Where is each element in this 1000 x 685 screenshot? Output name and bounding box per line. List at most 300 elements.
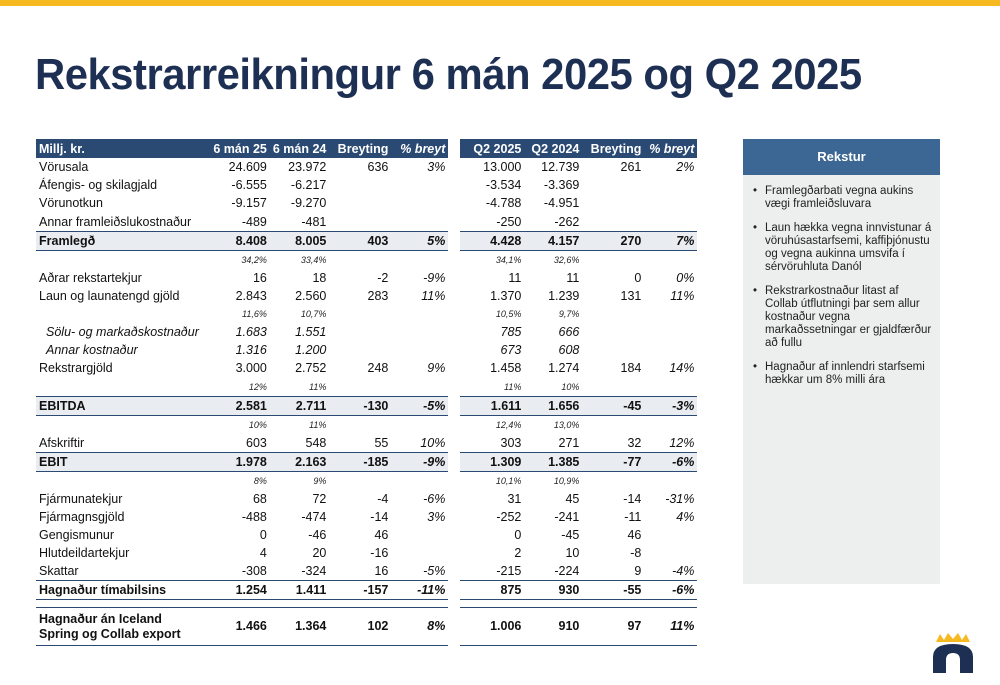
table-row-ebitda: [36, 396, 697, 415]
spacer-row: [36, 600, 697, 608]
cell-value: Breyting: [329, 139, 391, 158]
cell-value: [391, 341, 448, 359]
cell-value: -6.217: [290, 178, 327, 193]
cell-value: 16: [252, 270, 267, 285]
cell-value: -45: [561, 527, 580, 542]
side-panel: [743, 139, 940, 584]
cell-value: 23.972: [288, 160, 327, 175]
cell-value: -31%: [665, 491, 695, 506]
row-label: Hlutdeildartekjur: [39, 546, 130, 561]
cell-value: -14: [370, 509, 389, 524]
cell-value: 2: [514, 546, 522, 561]
cell-value: 1.239: [548, 288, 580, 303]
cell-value: -250: [496, 214, 522, 229]
table-row-skattar: [36, 562, 697, 581]
cell-value: 548: [305, 435, 327, 450]
table-row-gengismunur: [36, 526, 697, 544]
cell-value: 1.309: [460, 452, 524, 471]
cell-value: 1.978: [202, 452, 270, 471]
cell-value: [644, 471, 697, 490]
cell-value: 34,2%: [241, 254, 267, 265]
column-gap: [448, 581, 460, 600]
cell-value: -3.369: [543, 178, 580, 193]
cell-value: 875: [460, 581, 524, 600]
row-label: Fjármunatekjur: [39, 491, 123, 506]
cell-value: 11: [566, 270, 580, 285]
bullet-icon: •: [753, 222, 758, 234]
column-gap: [448, 176, 460, 194]
cell-value: 303: [500, 435, 522, 450]
row-label: Laun og launatengd gjöld: [39, 288, 180, 303]
cell-value: 248: [367, 361, 389, 376]
accent-top-bar: [0, 0, 1000, 6]
cell-value: [644, 194, 697, 212]
column-gap: [448, 213, 460, 232]
column-gap: [448, 526, 460, 544]
row-label: Hagnaður tímabilsins: [36, 581, 202, 600]
cell-value: [582, 250, 644, 269]
cell-value: 785: [500, 325, 522, 340]
table-row-framlegd_ratio: [36, 250, 697, 269]
cell-value: 1.551: [295, 325, 327, 340]
cell-value: 910: [524, 608, 582, 646]
cell-value: -157: [329, 581, 391, 600]
row-label: [36, 250, 202, 269]
cell-value: 8.408: [202, 231, 270, 250]
side-panel-title: Rekstur: [743, 139, 940, 175]
cell-value: -252: [496, 509, 522, 524]
cell-value: [644, 213, 697, 232]
cell-value: -488: [241, 509, 267, 524]
cell-value: -185: [329, 452, 391, 471]
table-row-laun_ratio: [36, 305, 697, 323]
income-statement-table: [36, 139, 697, 646]
table-row-fjarmagnsgjold: [36, 508, 697, 526]
cell-value: 8%: [253, 475, 267, 486]
cell-value: [329, 194, 391, 212]
cell-value: [391, 544, 448, 562]
cell-value: 12%: [248, 381, 267, 392]
table-row-afengis: [36, 176, 697, 194]
cell-value: 3.000: [235, 361, 267, 376]
cell-value: 1.411: [270, 581, 330, 600]
row-label: [36, 378, 202, 397]
table-row-annar_framl: [36, 213, 697, 232]
row-label: Framlegð: [36, 231, 202, 250]
cell-value: [329, 471, 391, 490]
side-bullet-list: [743, 175, 940, 387]
column-gap: [448, 194, 460, 212]
cell-value: 1.200: [295, 343, 327, 358]
cell-value: 1.370: [490, 288, 522, 303]
cell-value: 13.000: [483, 160, 522, 175]
table-row-rekstrargjold_ratio: [36, 378, 697, 397]
cell-value: 403: [329, 231, 391, 250]
cell-value: 11%: [644, 608, 697, 646]
cell-value: 1.385: [524, 452, 582, 471]
cell-value: 1.458: [490, 361, 522, 376]
cell-value: [644, 305, 697, 323]
column-gap: [448, 471, 460, 490]
table-row-ebitda_ratio: [36, 415, 697, 434]
cell-value: 0: [259, 527, 267, 542]
column-gap: [448, 608, 460, 646]
cell-value: -6%: [644, 581, 697, 600]
cell-value: 1.364: [270, 608, 330, 646]
cell-value: 283: [367, 288, 389, 303]
cell-value: -77: [582, 452, 644, 471]
table-row-hagnadur: [36, 581, 697, 600]
cell-value: -6%: [423, 491, 446, 506]
cell-value: 6 mán 24: [270, 139, 330, 158]
table-row-adrar: [36, 269, 697, 287]
arch-shape: [933, 644, 973, 673]
side-bullet: • Rekstrarkostnaður litast af Collab útflutningi þar sem allur kostnaður vegna markaðssetningar er gjaldfærður að fullu: [753, 285, 932, 349]
cell-value: 20: [312, 546, 327, 561]
table-row-solu: [36, 323, 697, 341]
row-label: Millj. kr.: [36, 139, 202, 158]
side-bullet: • Framlegðarbati vegna aukins vægi framleiðsluvara: [753, 185, 914, 210]
bullet-icon: •: [753, 361, 758, 373]
column-gap: [448, 139, 460, 158]
cell-value: 5%: [391, 231, 448, 250]
cell-value: -5%: [423, 564, 446, 579]
cell-value: 7%: [644, 231, 697, 250]
cell-value: 10,7%: [300, 308, 327, 319]
cell-value: -3.534: [485, 178, 522, 193]
row-label: Hagnaður án Iceland Spring og Collab export: [36, 608, 202, 646]
cell-value: 3%: [427, 160, 446, 175]
cell-value: -55: [582, 581, 644, 600]
cell-value: [329, 305, 391, 323]
cell-value: [391, 213, 448, 232]
cell-value: [644, 415, 697, 434]
cell-value: [582, 323, 644, 341]
cell-value: 9%: [313, 475, 327, 486]
cell-value: [329, 415, 391, 434]
cell-value: [329, 176, 391, 194]
cell-value: [391, 194, 448, 212]
cell-value: [582, 471, 644, 490]
table-row-laun: [36, 287, 697, 305]
page-title: Rekstrarreikningur 6 mán 2025 og Q2 2025: [35, 50, 862, 99]
cell-value: [391, 378, 448, 397]
cell-value: 2.711: [270, 396, 330, 415]
column-gap: [448, 323, 460, 341]
cell-value: 33,4%: [300, 254, 327, 265]
cell-value: 9%: [427, 361, 446, 376]
cell-value: 11%: [309, 419, 327, 430]
cell-value: Q2 2025: [460, 139, 524, 158]
cell-value: [391, 250, 448, 269]
cell-value: -4.951: [543, 196, 580, 211]
cell-value: 3%: [427, 509, 446, 524]
cell-value: 4.157: [524, 231, 582, 250]
cell-value: [582, 194, 644, 212]
cell-value: -130: [329, 396, 391, 415]
row-label: Sölu- og markaðskostnaður: [46, 325, 199, 340]
cell-value: 131: [620, 288, 642, 303]
cell-value: -215: [496, 564, 522, 579]
cell-value: [391, 415, 448, 434]
crown-arch-logo-icon: [930, 633, 976, 673]
row-label: EBITDA: [36, 396, 202, 415]
cell-value: 72: [312, 491, 327, 506]
cell-value: 11%: [309, 381, 327, 392]
cell-value: [329, 378, 391, 397]
row-label: Afskriftir: [39, 435, 85, 450]
column-gap: [448, 287, 460, 305]
cell-value: 14%: [669, 361, 695, 376]
column-gap: [448, 250, 460, 269]
cell-value: -474: [301, 509, 327, 524]
bullet-icon: •: [753, 185, 758, 197]
cell-value: -5%: [391, 396, 448, 415]
column-gap: [448, 508, 460, 526]
row-label: Skattar: [39, 564, 79, 579]
cell-value: 12.739: [541, 160, 580, 175]
row-label: [36, 471, 202, 490]
cell-value: 4.428: [460, 231, 524, 250]
cell-value: -3%: [644, 396, 697, 415]
cell-value: -224: [554, 564, 580, 579]
column-gap: [448, 490, 460, 508]
cell-value: 1.683: [235, 325, 267, 340]
cell-value: -46: [308, 527, 327, 542]
cell-value: [582, 213, 644, 232]
column-gap: [448, 158, 460, 176]
cell-value: 32: [627, 435, 642, 450]
cell-value: [582, 305, 644, 323]
cell-value: -2: [377, 270, 389, 285]
cell-value: -262: [554, 214, 580, 229]
cell-value: [582, 378, 644, 397]
table-row-rekstrargjold: [36, 359, 697, 377]
cell-value: [391, 471, 448, 490]
row-label: Vörunotkun: [39, 196, 103, 211]
cell-value: 16: [374, 564, 389, 579]
column-gap: [448, 562, 460, 581]
side-bullet: • Laun hækka vegna innvistunar á vöruhúsastarfsemi, kaffiþjónustu og vegna aukinna umsvifa í sérvöruhluta Danól: [753, 222, 932, 273]
table-row-annar_kostn: [36, 341, 697, 359]
side-bullet: • Hagnaður af innlendri starfsemi hækkar um 8% milli ára: [753, 361, 925, 386]
table-row-framlegd: [36, 231, 697, 250]
cell-value: 2%: [676, 160, 695, 175]
crown-shape: [936, 633, 970, 642]
column-gap: [448, 341, 460, 359]
column-gap: [448, 544, 460, 562]
row-label: [36, 305, 202, 323]
cell-value: 18: [312, 270, 327, 285]
table-row-fjarmunatekjur: [36, 490, 697, 508]
cell-value: % breyt: [391, 139, 448, 158]
cell-value: [329, 213, 391, 232]
row-label: Gengismunur: [39, 527, 115, 542]
cell-value: -6%: [644, 452, 697, 471]
cell-value: 8.005: [270, 231, 330, 250]
cell-value: 2.163: [270, 452, 330, 471]
column-gap: [448, 231, 460, 250]
table-row-hlutdeild: [36, 544, 697, 562]
row-label: Fjármagnsgjöld: [39, 509, 125, 524]
cell-value: [329, 323, 391, 341]
cell-value: 9,7%: [558, 308, 580, 319]
cell-value: [582, 341, 644, 359]
cell-value: [644, 341, 697, 359]
row-label: Annar framleiðslukostnaður: [39, 214, 192, 229]
column-gap: [448, 452, 460, 471]
table-row-afskriftir: [36, 434, 697, 453]
cell-value: 12%: [669, 435, 695, 450]
row-label: EBIT: [36, 452, 202, 471]
row-label: Rekstrargjöld: [39, 361, 113, 376]
cell-value: [391, 323, 448, 341]
cell-value: -14: [623, 491, 642, 506]
cell-value: 46: [374, 527, 389, 542]
row-label: Annar kostnaður: [46, 343, 138, 358]
row-label: Áfengis- og skilagjald: [39, 178, 158, 193]
cell-value: 0: [634, 270, 642, 285]
column-gap: [448, 434, 460, 453]
cell-value: [582, 415, 644, 434]
cell-value: 1.611: [460, 396, 524, 415]
cell-value: [644, 323, 697, 341]
cell-value: [329, 341, 391, 359]
row-label: Vörusala: [39, 160, 89, 175]
cell-value: 1.316: [235, 343, 267, 358]
cell-value: 261: [620, 160, 642, 175]
cell-value: 636: [367, 160, 389, 175]
cell-value: 184: [620, 361, 642, 376]
bullet-icon: •: [753, 285, 758, 297]
cell-value: 102: [329, 608, 391, 646]
cell-value: Breyting: [582, 139, 644, 158]
table-row-vorusala: [36, 158, 697, 176]
cell-value: -241: [554, 509, 580, 524]
cell-value: 10,1%: [495, 475, 522, 486]
cell-value: 673: [500, 343, 522, 358]
cell-value: 0%: [676, 270, 695, 285]
cell-value: 1.006: [460, 608, 524, 646]
cell-value: -9.157: [231, 196, 267, 211]
cell-value: -481: [301, 214, 327, 229]
cell-value: [644, 378, 697, 397]
cell-value: [644, 544, 697, 562]
cell-value: 603: [246, 435, 267, 450]
table-row-ebit_ratio: [36, 471, 697, 490]
column-gap: [448, 269, 460, 287]
cell-value: 10%: [561, 381, 580, 392]
table-header-row: [36, 139, 697, 158]
cell-value: 34,1%: [495, 254, 522, 265]
cell-value: -4: [377, 491, 389, 506]
column-gap: [448, 378, 460, 397]
cell-value: 930: [524, 581, 582, 600]
cell-value: 45: [565, 491, 580, 506]
cell-value: -11%: [391, 581, 448, 600]
cell-value: 10%: [420, 435, 446, 450]
cell-value: % breyt: [644, 139, 697, 158]
cell-value: 97: [582, 608, 644, 646]
cell-value: 46: [627, 527, 642, 542]
cell-value: -9%: [423, 270, 446, 285]
cell-value: -8: [630, 546, 642, 561]
cell-value: 10: [565, 546, 580, 561]
cell-value: 6 mán 25: [202, 139, 270, 158]
cell-value: [391, 176, 448, 194]
cell-value: 2.581: [202, 396, 270, 415]
cell-value: 55: [374, 435, 389, 450]
column-gap: [448, 305, 460, 323]
cell-value: 11%: [504, 381, 522, 392]
cell-value: 2.752: [295, 361, 327, 376]
table-row-ebit: [36, 452, 697, 471]
cell-value: -324: [301, 564, 327, 579]
cell-value: Q2 2024: [524, 139, 582, 158]
cell-value: 4%: [676, 509, 695, 524]
cell-value: 12,4%: [495, 419, 522, 430]
cell-value: 13,0%: [553, 419, 580, 430]
cell-value: -4.788: [485, 196, 522, 211]
cell-value: [391, 305, 448, 323]
cell-value: 11%: [421, 288, 446, 303]
cell-value: 24.609: [228, 160, 267, 175]
cell-value: [644, 250, 697, 269]
cell-value: -9.270: [290, 196, 327, 211]
cell-value: 271: [558, 435, 580, 450]
cell-value: 68: [252, 491, 267, 506]
cell-value: [329, 250, 391, 269]
row-label: Aðrar rekstartekjur: [39, 270, 142, 285]
cell-value: 9: [634, 564, 642, 579]
column-gap: [448, 359, 460, 377]
cell-value: 1.656: [524, 396, 582, 415]
row-label: [36, 415, 202, 434]
column-gap: [448, 415, 460, 434]
cell-value: 10,9%: [553, 475, 580, 486]
column-gap: [448, 396, 460, 415]
cell-value: -9%: [391, 452, 448, 471]
cell-value: 31: [507, 491, 522, 506]
cell-value: 11,6%: [242, 308, 267, 319]
cell-value: 1.274: [548, 361, 580, 376]
cell-value: -11: [624, 509, 642, 524]
cell-value: [391, 526, 448, 544]
cell-value: 32,6%: [553, 254, 580, 265]
cell-value: 11: [508, 270, 522, 285]
cell-value: 666: [558, 325, 580, 340]
cell-value: 8%: [391, 608, 448, 646]
cell-value: -4%: [672, 564, 695, 579]
cell-value: -308: [241, 564, 267, 579]
cell-value: 2.560: [295, 288, 327, 303]
cell-value: -45: [582, 396, 644, 415]
cell-value: 270: [582, 231, 644, 250]
table-row-hagnadur_an: [36, 608, 697, 646]
cell-value: [582, 176, 644, 194]
cell-value: -16: [370, 546, 389, 561]
cell-value: -489: [241, 214, 267, 229]
cell-value: -6.555: [231, 178, 267, 193]
cell-value: 1.254: [202, 581, 270, 600]
cell-value: 608: [558, 343, 580, 358]
cell-value: [644, 176, 697, 194]
cell-value: [644, 526, 697, 544]
cell-value: 10%: [248, 419, 267, 430]
cell-value: 1.466: [202, 608, 270, 646]
cell-value: 10,5%: [495, 308, 522, 319]
cell-value: 4: [259, 546, 267, 561]
